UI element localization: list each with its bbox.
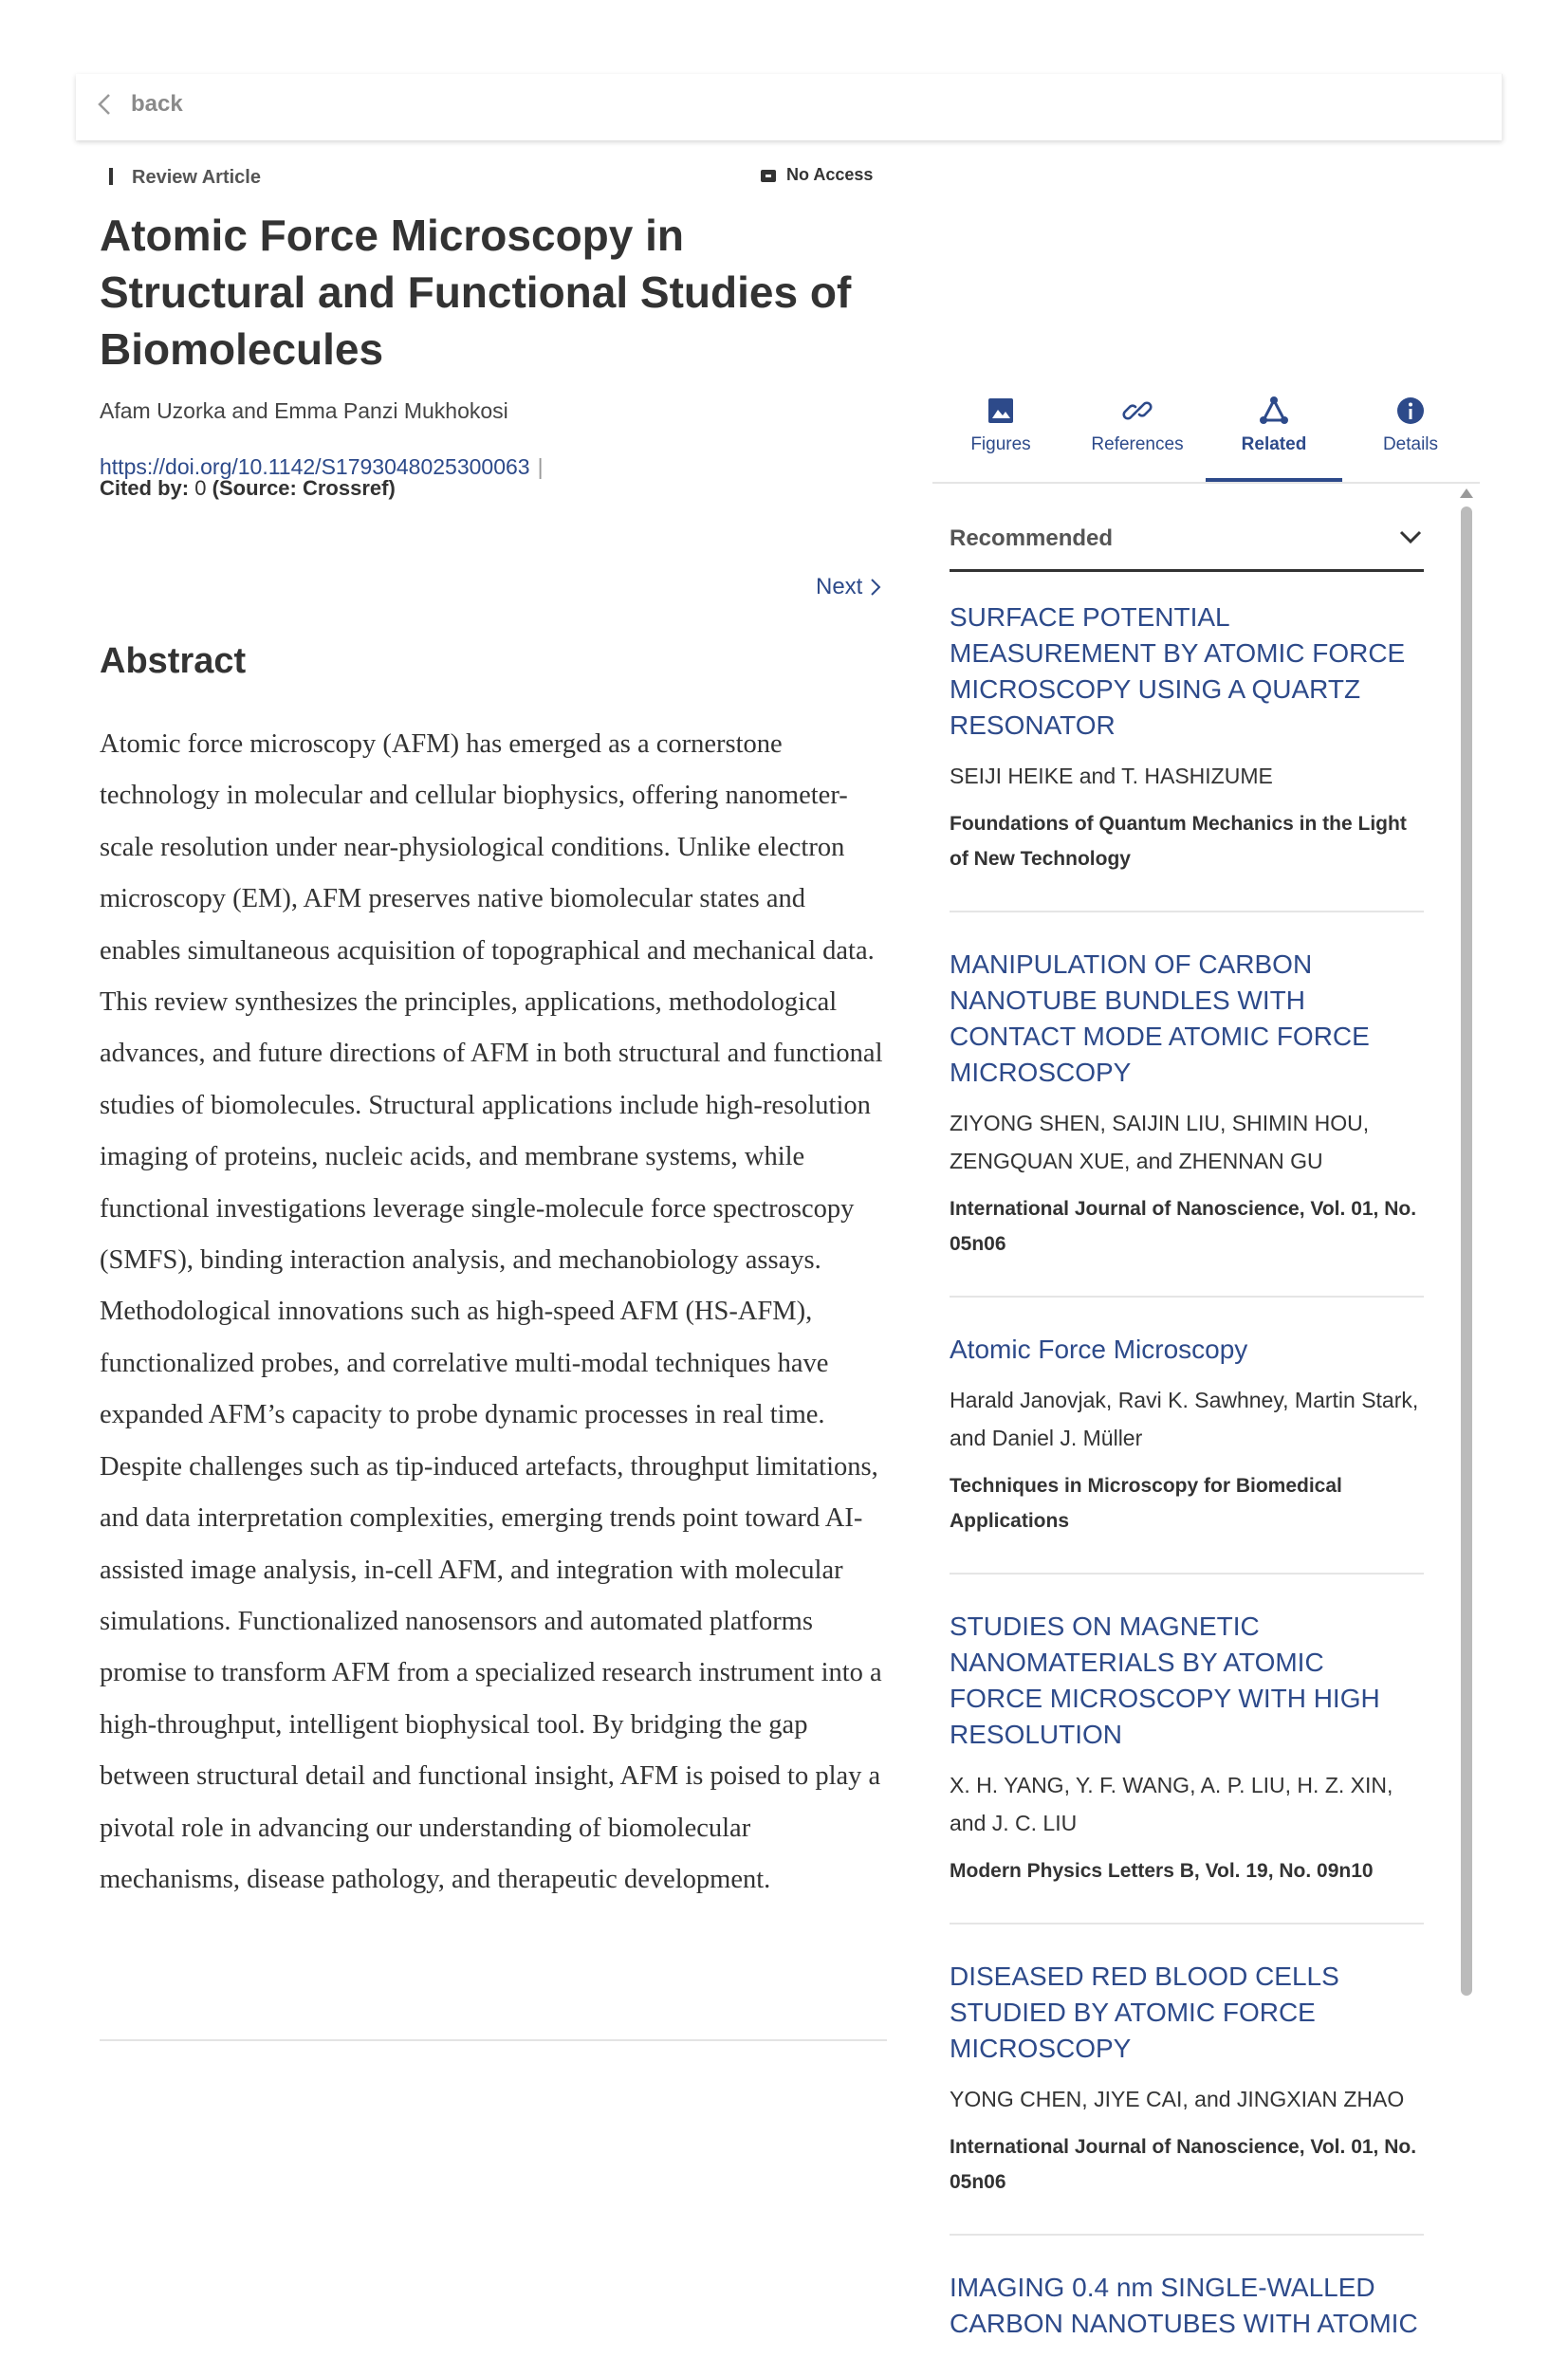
tab-references-label: References <box>1091 434 1184 454</box>
item-title[interactable]: IMAGING 0.4 nm SINGLE-WALLED CARBON NANOTUBES WITH ATOMIC <box>950 2273 1418 2338</box>
abstract-text: Atomic force microscopy (AFM) has emerged as a cornerstone technology in molecular and cellular biophysics, offering nanometer-scale resolution under near-physiological conditions. Unlike electron microscopy (EM), AFM preserves native biomolecular states and enables simultaneous acquisition of topographical and mechanical data. This review synthesizes the principles, applications, methodological advances, and future directions of AFM in both structural and functional studies of biomolecules. Structural applications include high-resolution imaging of proteins, nucleic acids, and membrane systems, while functional investigations leverage single-molecule force spectroscopy (SMFS), binding interaction analysis, and mechanobiology assays. Methodological innovations such as high-speed AFM (HS-AFM), functionalized probes, and correlative multi-modal techniques have expanded AFM’s capacity to probe dynamic processes in real time. Despite challenges such as tip-induced artefacts, throughput limitations, and data interpretation complexities, emerging trends point toward AI-assisted image analysis, in-cell AFM, and integration with molecular simulations. Functionalized nanosensors and automated platforms promise to transform AFM from a specialized research instrument into a high-throughput, intelligent biophysical tool. By bridging the gap between structural detail and functional insight, AFM is poised to play a pivotal role in advancing our understanding of biomolecular mechanisms, disease pathology, and therapeutic development. <box>100 729 883 1894</box>
item-authors: YONG CHEN, JIYE CAI, and JINGXIAN ZHAO <box>950 2087 1405 2111</box>
info-icon <box>1394 395 1427 427</box>
item-authors: ZIYONG SHEN, SAIJIN LIU, SHIMIN HOU, ZENGQUAN XUE, and ZHENNAN GU <box>950 1111 1370 1173</box>
item-source: Modern Physics Letters B, Vol. 19, No. 09n10 <box>950 1860 1374 1882</box>
tab-details-label: Details <box>1382 434 1439 454</box>
article-authors[interactable]: Afam Uzorka and Emma Panzi Mukhokosi <box>100 398 508 423</box>
tab-references[interactable] <box>1069 389 1206 480</box>
item-source: Foundations of Quantum Mechanics in the Light of New Technology <box>950 813 1407 870</box>
article-meta-row <box>100 161 887 190</box>
article-column <box>100 161 887 1894</box>
item-source: Techniques in Microscopy for Biomedical Applications <box>950 1475 1342 1532</box>
next-label: Next <box>816 574 863 599</box>
item-authors: X. H. YANG, Y. F. WANG, A. P. LIU, H. Z. XIN, and J. C. LIU <box>950 1773 1393 1835</box>
list-item <box>950 1925 1424 2236</box>
doi-link[interactable]: https://doi.org/10.1142/S1793048025300063 <box>100 454 530 479</box>
chevron-left-icon <box>97 92 112 117</box>
next-article-link[interactable] <box>816 574 881 600</box>
divider <box>100 2039 887 2041</box>
item-authors: Harald Janovjak, Ravi K. Sawhney, Martin Stark, and Daniel J. Müller <box>950 1388 1419 1450</box>
cited-count[interactable]: 0 <box>194 476 207 500</box>
tab-figures-label: Figures <box>970 434 1031 454</box>
related-panel <box>932 484 1480 2338</box>
back-label: back <box>131 91 183 117</box>
list-item <box>950 582 1424 912</box>
scroll-up-arrow[interactable] <box>1460 488 1473 498</box>
top-bar <box>76 74 1503 140</box>
tab-related[interactable] <box>1206 389 1342 482</box>
image-icon <box>985 395 1017 427</box>
item-title[interactable]: STUDIES ON MAGNETIC NANOMATERIALS BY ATOMIC FORCE MICROSCOPY WITH HIGH RESOLUTION <box>950 1612 1380 1749</box>
article-type <box>109 167 261 189</box>
item-title[interactable]: Atomic Force Microscopy <box>950 1335 1248 1364</box>
recommended-heading: Recommended <box>950 525 1114 551</box>
item-title[interactable]: SURFACE POTENTIAL MEASUREMENT BY ATOMIC FORCE MICROSCOPY USING A QUARTZ RESONATOR <box>950 602 1406 740</box>
access-label: No Access <box>786 165 874 184</box>
tab-details[interactable] <box>1342 389 1479 480</box>
chevron-right-icon <box>870 578 881 597</box>
list-item <box>950 912 1424 1298</box>
tab-related-label: Related <box>1241 434 1307 454</box>
type-bar <box>109 168 113 185</box>
access-status <box>760 165 873 185</box>
article-type-label: Review Article <box>132 167 261 188</box>
tab-figures[interactable] <box>932 389 1069 480</box>
doi-separator: | <box>537 454 544 479</box>
list-item <box>950 1575 1424 1925</box>
recommended-list <box>950 582 1424 2376</box>
lock-icon <box>760 167 777 184</box>
article-title: Atomic Force Microscopy in Structural and Functional Studies of Biomolecules <box>100 211 852 374</box>
sidebar-tabs <box>932 389 1480 484</box>
item-authors: SEIJI HEIKE and T. HASHIZUME <box>950 764 1273 788</box>
list-item <box>950 2236 1424 2376</box>
item-title[interactable]: MANIPULATION OF CARBON NANOTUBE BUNDLES WITH CONTACT MODE ATOMIC FORCE MICROSCOPY <box>950 949 1370 1087</box>
item-source: International Journal of Nanoscience, Vol. 01, No. 05n06 <box>950 1198 1417 1255</box>
network-icon <box>1258 395 1290 427</box>
back-button[interactable] <box>97 91 183 118</box>
scrollbar-thumb[interactable] <box>1461 507 1472 1996</box>
link-icon <box>1121 395 1153 427</box>
item-title[interactable]: DISEASED RED BLOOD CELLS STUDIED BY ATOMIC FORCE MICROSCOPY <box>950 1962 1339 2063</box>
chevron-down-icon <box>1397 527 1424 546</box>
abstract-heading: Abstract <box>100 641 247 681</box>
cited-source: (Source: Crossref) <box>212 476 396 500</box>
item-source: International Journal of Nanoscience, Vol. 01, No. 05n06 <box>950 2136 1417 2193</box>
recommended-header[interactable] <box>950 507 1424 572</box>
list-item <box>950 1298 1424 1575</box>
cited-label: Cited by: <box>100 476 190 500</box>
